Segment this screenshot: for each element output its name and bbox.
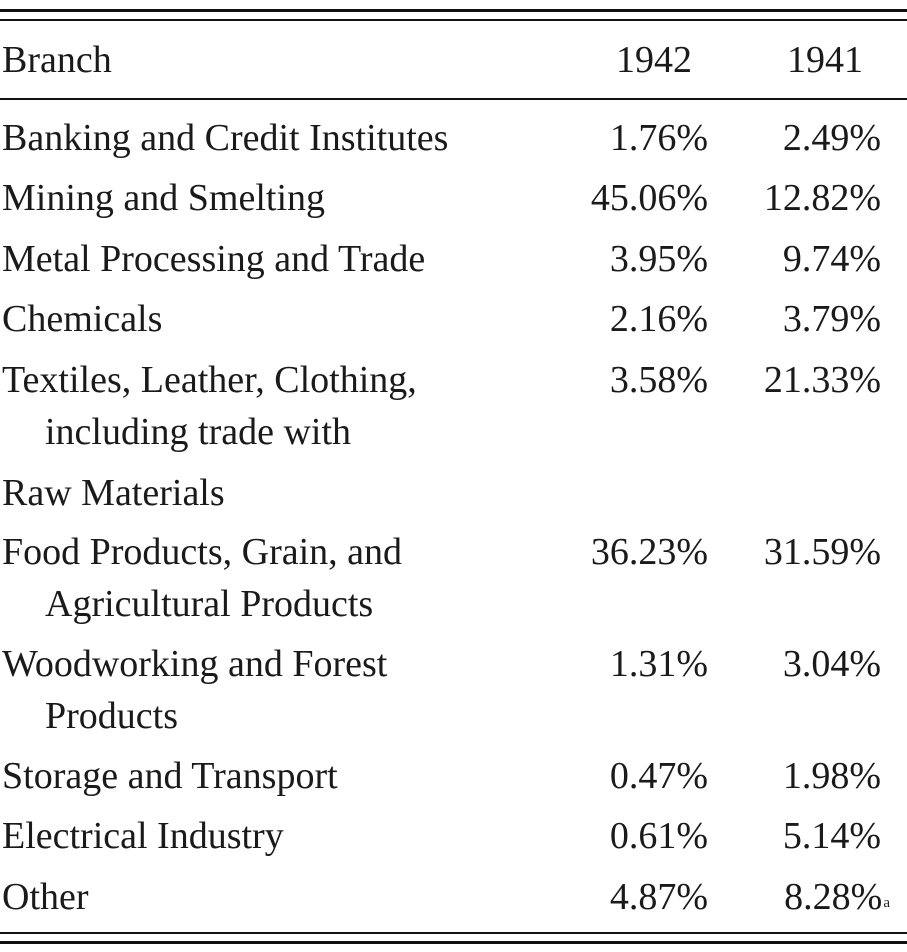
header-rule bbox=[0, 98, 907, 100]
table-row-continuation bbox=[0, 578, 907, 630]
value-1942: 4.87% bbox=[609, 876, 708, 918]
branch-label: Metal Processing and Trade bbox=[2, 238, 426, 280]
value-1941: 8.28% bbox=[784, 876, 883, 918]
value-1941: 21.33% bbox=[763, 359, 881, 401]
branch-label: Textiles, Leather, Clothing, bbox=[2, 359, 417, 401]
branch-label: Electrical Industry bbox=[2, 815, 284, 857]
table-row bbox=[0, 526, 907, 578]
value-1942: 1.76% bbox=[609, 117, 708, 159]
table-row-continuation bbox=[0, 690, 907, 742]
header-1941: 1941 bbox=[787, 39, 863, 81]
value-1942: 3.58% bbox=[609, 359, 708, 401]
value-1942: 36.23% bbox=[590, 531, 708, 573]
table-row bbox=[0, 172, 907, 224]
bottom-rule-thin bbox=[0, 932, 907, 934]
branch-label: Food Products, Grain, and bbox=[2, 531, 403, 573]
value-1941: 9.74% bbox=[782, 238, 881, 280]
value-1942: 2.16% bbox=[609, 298, 708, 340]
value-1941: 5.14% bbox=[782, 815, 881, 857]
branch-label: Storage and Transport bbox=[2, 755, 338, 797]
branch-label: Mining and Smelting bbox=[2, 177, 325, 219]
footnote-marker: a bbox=[883, 895, 890, 911]
value-1942: 0.61% bbox=[609, 815, 708, 857]
value-1941: 1.98% bbox=[782, 755, 881, 797]
value-1942: 0.47% bbox=[609, 755, 708, 797]
branch-label-continued: Agricultural Products bbox=[45, 583, 374, 625]
header-1942: 1942 bbox=[616, 39, 692, 81]
value-1941: 31.59% bbox=[763, 531, 881, 573]
value-1941: 2.49% bbox=[782, 117, 881, 159]
table-row bbox=[0, 354, 907, 406]
branch-label: Chemicals bbox=[2, 298, 163, 340]
value-1941: 12.82% bbox=[763, 177, 881, 219]
branch-label-continued: including trade with bbox=[45, 411, 352, 453]
value-1942: 3.95% bbox=[609, 238, 708, 280]
table-row bbox=[0, 750, 907, 802]
branch-label-continued: Products bbox=[45, 695, 178, 737]
table-row bbox=[0, 467, 907, 519]
table-row-continuation bbox=[0, 406, 907, 458]
bottom-rule bbox=[0, 941, 907, 944]
header-row bbox=[0, 34, 907, 86]
branch-label: Banking and Credit Institutes bbox=[2, 117, 449, 159]
table-row bbox=[0, 112, 907, 164]
table-row bbox=[0, 810, 907, 862]
table-row bbox=[0, 293, 907, 345]
table-row bbox=[0, 233, 907, 285]
value-1942: 1.31% bbox=[609, 643, 708, 685]
value-1941: 3.79% bbox=[782, 298, 881, 340]
header-branch: Branch bbox=[2, 39, 112, 81]
branch-label: Woodworking and Forest bbox=[2, 643, 388, 685]
value-1941: 3.04% bbox=[782, 643, 881, 685]
branch-label: Raw Materials bbox=[2, 472, 225, 514]
table-row bbox=[0, 871, 907, 923]
value-1942: 45.06% bbox=[590, 177, 708, 219]
branch-label: Other bbox=[2, 876, 89, 918]
value-1941-with-note bbox=[784, 871, 890, 931]
top-rule-thin bbox=[0, 19, 907, 21]
table-row bbox=[0, 638, 907, 690]
top-rule bbox=[0, 9, 907, 12]
